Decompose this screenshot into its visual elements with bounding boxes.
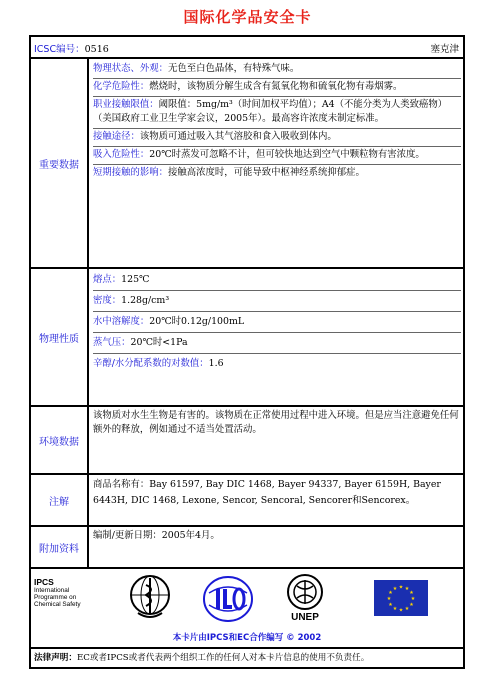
item-value: 125℃	[121, 274, 150, 285]
environment-label: 环境数据	[31, 407, 89, 473]
svg-text:★: ★	[404, 586, 410, 592]
item-key: 熔点：	[93, 274, 122, 285]
environment-content	[91, 407, 463, 473]
svg-text:★: ★	[386, 596, 392, 602]
item-value: 阈限值：5mg/m³（时间加权平均值）；A4（不能分类为人类致癌物）（美国政府工业卫生学家会议，2005年）。最高容许浓度未制定标准。	[93, 99, 448, 124]
item-key: 蒸气压：	[93, 337, 131, 348]
ipcs-logo	[34, 579, 81, 608]
additional-section	[31, 527, 463, 567]
ipcs-line: International	[34, 587, 70, 594]
safety-card	[29, 35, 465, 669]
notes-label: 注解	[31, 475, 89, 525]
logos-row	[31, 569, 463, 649]
icsc-number	[34, 41, 109, 55]
divider	[31, 647, 463, 649]
item-value: 无色至白色晶体，有特殊气味。	[168, 63, 300, 74]
substance-name: 塞克津	[430, 44, 459, 55]
item-value: 接触高浓度时，可能导致中枢神经系统抑郁症。	[168, 167, 365, 178]
important-data-section	[31, 59, 463, 267]
important-data-label: 重要数据	[31, 59, 89, 267]
copyright-text: 本卡片由IPCS和EC合作编写 © 2002	[172, 633, 322, 643]
item-key: 化学危险性：	[93, 81, 150, 92]
environment-section	[31, 407, 463, 473]
svg-text:★: ★	[409, 590, 414, 596]
additional-label: 附加资料	[31, 527, 89, 567]
legal-text: EC或者IPCS或者代表两个组织工作的任何人对本卡片信息的使用不负责任。	[76, 653, 370, 663]
physical-item	[93, 312, 461, 333]
item-key: 密度：	[93, 295, 122, 306]
card-title: 国际化学品安全卡	[183, 8, 312, 26]
ilo-logo-icon	[201, 573, 255, 625]
additional-text: 编制/更新日期：2005年4月。	[93, 530, 220, 541]
legal-statement	[34, 651, 369, 663]
item-value: 该物质可通过吸入其气溶胶和食入吸收到体内。	[139, 131, 337, 142]
header-row	[31, 37, 463, 57]
item-key: 物理状态、外观：	[93, 63, 169, 74]
physical-section	[31, 269, 463, 405]
legal-key: 法律声明：	[34, 653, 77, 663]
ipcs-line: Chemical Safety	[34, 601, 81, 608]
item-key: 职业接触限值：	[93, 99, 159, 110]
svg-text:★: ★	[392, 606, 398, 612]
additional-content	[91, 527, 463, 567]
item-value: 20℃时0.12g/100mL	[149, 316, 245, 327]
svg-text:★: ★	[388, 590, 393, 596]
item-key: 接触途径：	[93, 131, 140, 142]
svg-text:★: ★	[404, 606, 410, 612]
item-value: 1.6	[208, 358, 224, 369]
important-data-content	[91, 59, 463, 267]
item-key: 短期接触的影响：	[93, 167, 169, 178]
item-value: 20℃时<1Pa	[130, 337, 188, 348]
svg-text:★: ★	[388, 602, 393, 608]
important-item	[93, 165, 461, 182]
notes-text: 商品名称有：Bay 61597, Bay DIC 1468, Bayer 94337, Bayer 6159H, Bayer 6443H, DIC 1468, Lexone, Sencor, Sencoral, Sencorer和Sencorex。	[93, 479, 441, 506]
item-key: 水中溶解度：	[93, 316, 150, 327]
ipcs-title: IPCS	[34, 577, 54, 587]
important-item	[93, 147, 461, 165]
physical-item	[93, 291, 461, 312]
svg-text:★: ★	[398, 607, 404, 614]
item-key: 吸入危险性：	[93, 149, 150, 160]
item-value: 20℃时蒸发可忽略不计，但可较快地达到空气中颗粒物有害浓度。	[149, 149, 425, 160]
eu-flag-icon	[374, 580, 428, 616]
item-key: 辛醇/水分配系数的对数值：	[93, 358, 209, 369]
important-item	[93, 79, 461, 97]
who-logo-icon	[128, 573, 172, 623]
svg-text:★: ★	[410, 596, 416, 602]
physical-content	[91, 269, 463, 405]
physical-item	[93, 270, 461, 291]
important-item	[93, 129, 461, 147]
item-value: 1.28g/cm³	[121, 295, 170, 306]
environment-text: 该物质对水生生物是有害的。该物质在正常使用过程中进入环境。但是应当注意避免任何额外的释放，例如通过不适当处置活动。	[93, 410, 459, 435]
notes-content	[91, 475, 463, 525]
physical-label: 物理性质	[31, 269, 89, 405]
svg-text:★: ★	[409, 602, 414, 608]
svg-text:★: ★	[398, 584, 404, 591]
important-item	[93, 97, 461, 129]
icsc-value: 0516	[84, 44, 109, 55]
icsc-label: ICSC编号：	[34, 44, 85, 55]
physical-item	[93, 333, 461, 354]
physical-item	[93, 354, 461, 374]
item-value: 燃烧时，该物质分解生成含有氮氧化物和硫氧化物有毒烟雾。	[149, 81, 403, 92]
notes-section	[31, 475, 463, 525]
svg-text:★: ★	[392, 586, 398, 592]
unep-label: UNEP	[291, 612, 319, 623]
ipcs-line: Programme on	[34, 594, 77, 601]
important-item	[93, 61, 461, 79]
